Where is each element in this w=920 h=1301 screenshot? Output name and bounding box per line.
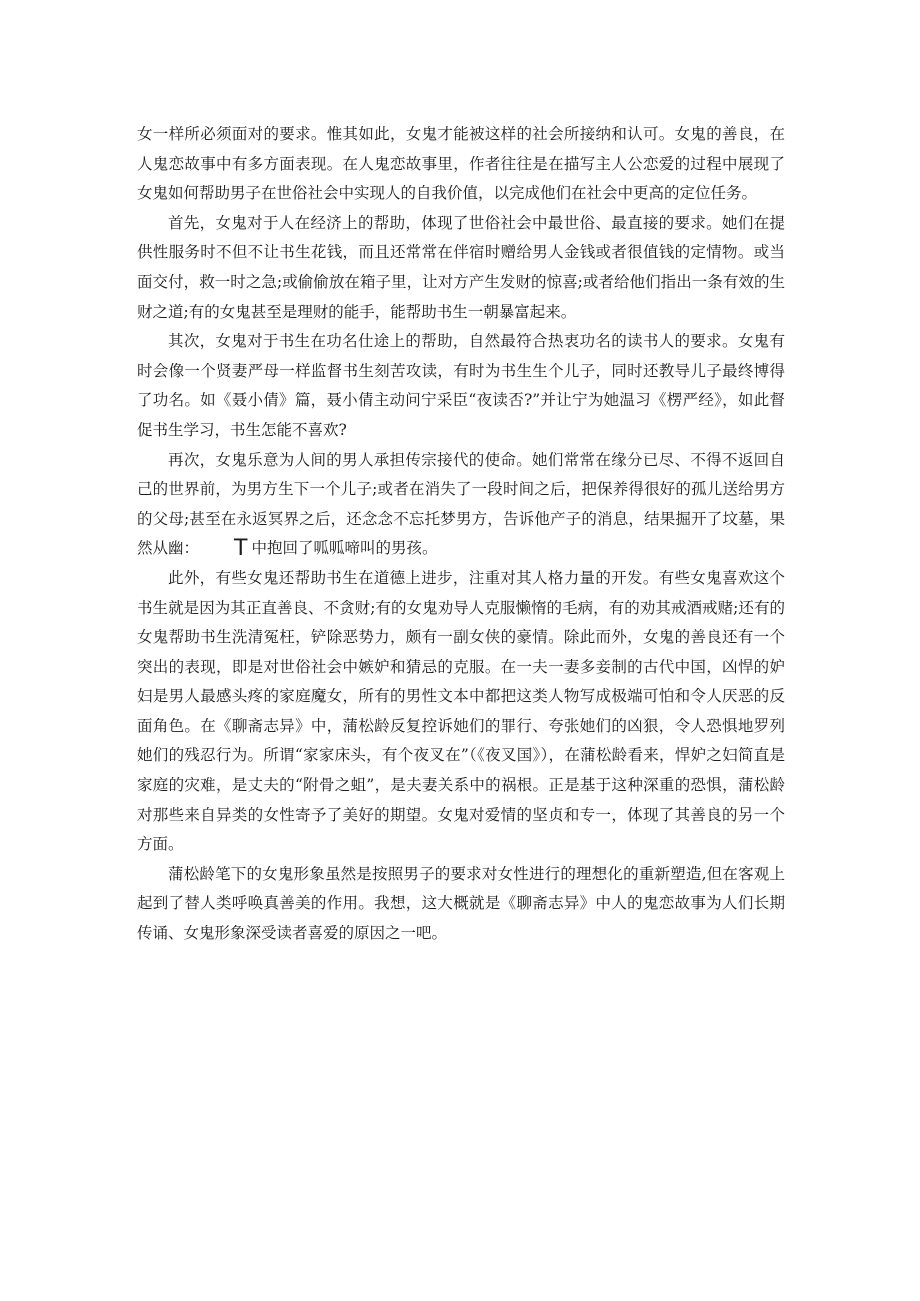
paragraph-lineage-help xyxy=(137,446,785,564)
paragraph-lineage-text-before: 再次，女鬼乐意为人间的男人承担传宗接代的使命。她们常常在缘分已尽、不得不返回自己的世界前，为男方生下一个儿子;或者在消失了一段时间之后，把保养得很好的孤儿送给男方的父母;甚至在永返冥界之后，还念念不忘托梦男方，告诉他产子的消息，结果掘开了坟墓，果然从幽： xyxy=(137,450,785,558)
ocr-glyph-t: T xyxy=(234,536,248,562)
paragraph-lineage-text-after: 中抱回了呱呱啼叫的男孩。 xyxy=(251,539,438,558)
paragraph-conclusion: 蒲松龄笔下的女鬼形象虽然是按照男子的要求对女性进行的理想化的重新塑造,但在客观上起到了替人类呼唤真善美的作用。我想，这大概就是《聊斋志异》中人的鬼恋故事为人们长期传诵、女鬼形象深受读者喜爱的原因之一吧。 xyxy=(137,864,785,943)
paragraph-career-help: 其次，女鬼对于书生在功名仕途上的帮助，自然最符合热衷功名的读书人的要求。女鬼有时会像一个贤妻严母一样监督书生刻苦攻读，有时为书生生个儿子，同时还教导儿子最终博得了功名。如《聂小倩》篇，聂小倩主动问宁采臣“夜读否?”并让宁为她温习《楞严经》，如此督促书生学习，书生怎能不喜欢? xyxy=(137,332,785,439)
document-body xyxy=(137,120,785,949)
paragraph-moral-help: 此外，有些女鬼还帮助书生在道德上进步，注重对其人格力量的开发。有些女鬼喜欢这个书生就是因为其正直善良、不贪财;有的女鬼劝导人克服懒惰的毛病，有的劝其戒酒戒赌;还有的女鬼帮助书生洗清冤枉，铲除恶势力，颇有一副女侠的豪情。除此而外，女鬼的善良还有一个突出的表现，即是对世俗社会中嫉妒和猜忌的克服。在一夫一妻多妾制的古代中国，凶悍的妒妇是男人最感头疼的家庭魔女，所有的男性文本中都把这类人物写成极端可怕和令人厌恶的反面角色。在《聊斋志异》中，蒲松龄反复控诉她们的罪行、夸张她们的凶狠，令人恐惧地罗列她们的残忍行为。所谓“家家床头，有个夜叉在”（《夜叉国》），在蒲松龄看来，悍妒之妇简直是家庭的灾难，是丈夫的“附骨之蛆”，是夫妻关系中的祸根。正是基于这种深重的恐惧，蒲松龄对那些来自异类的女性寄予了美好的期望。女鬼对爱情的坚贞和专一，体现了其善良的另一个方面。 xyxy=(137,568,785,854)
paragraph-intro-continued: 女一样所必须面对的要求。惟其如此，女鬼才能被这样的社会所接纳和认可。女鬼的善良，在人鬼恋故事中有多方面表现。在人鬼恋故事里，作者往往是在描写主人公恋爱的过程中展现了女鬼如何帮助男子在世俗社会中实现人的自我价值，以完成他们在社会中更高的定位任务。 xyxy=(137,125,785,203)
paragraph-economic-help: 首先，女鬼对于人在经济上的帮助，体现了世俗社会中最世俗、最直接的要求。她们在提供性服务时不但不让书生花钱，而且还常常在伴宿时赠给男人金钱或者很值钱的定情物。或当面交付，救一时之急;或偷偷放在箱子里，让对方产生发财的惊喜;或者给他们指出一条有效的生财之道;有的女鬼甚至是理财的能手，能帮助书生一朝暴富起来。 xyxy=(137,213,785,321)
